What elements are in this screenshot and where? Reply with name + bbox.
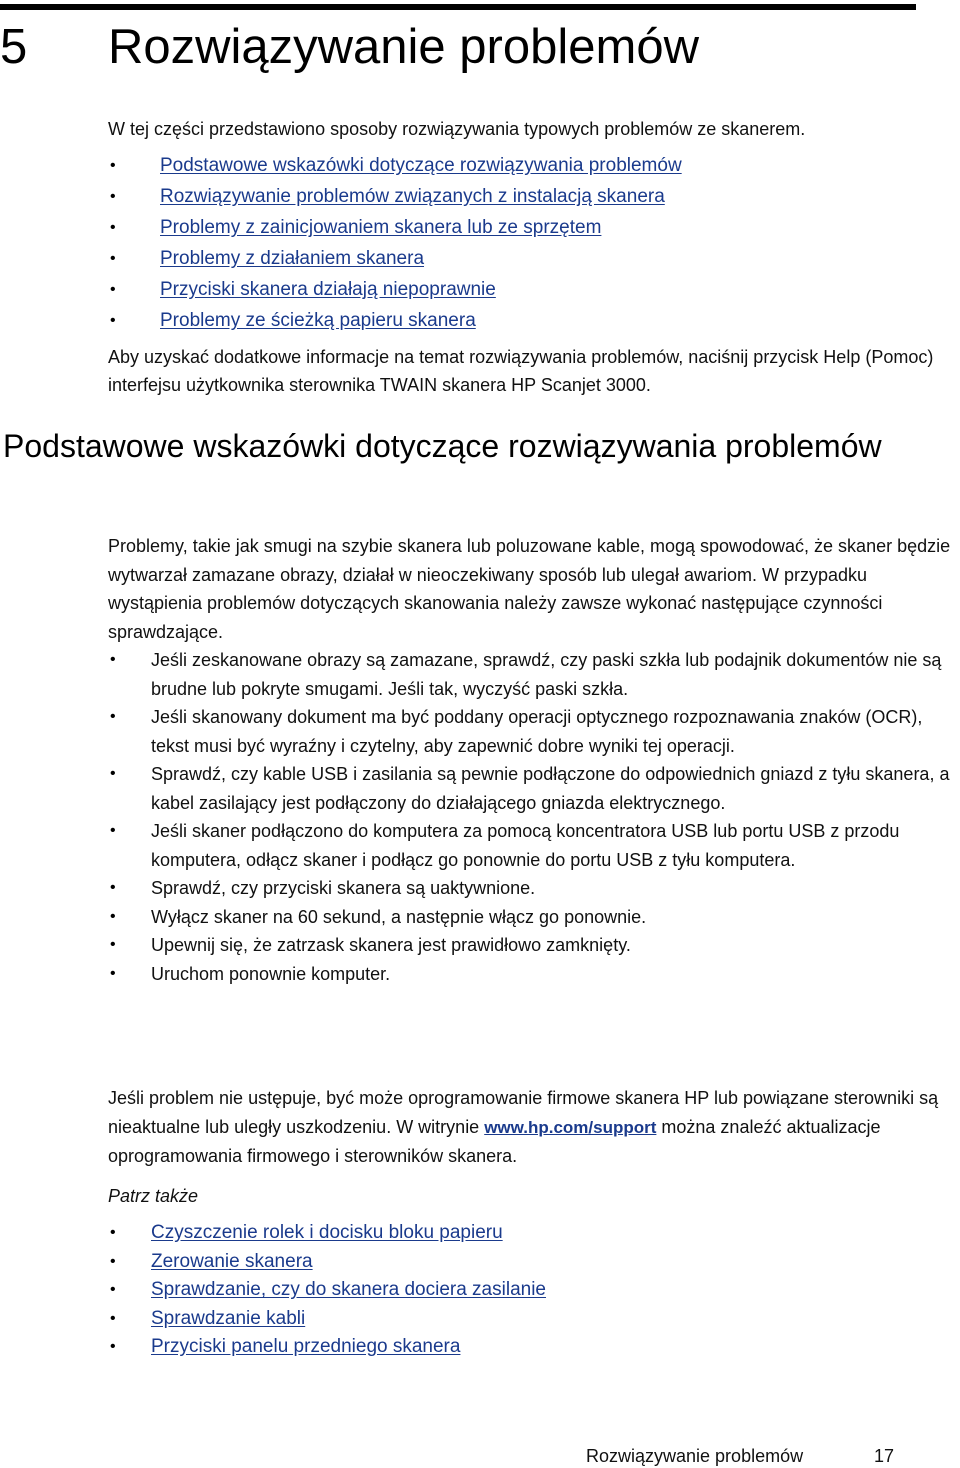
toc-item: [108, 183, 848, 214]
bullet-icon: •: [110, 964, 116, 982]
see-also-item: [108, 1248, 808, 1277]
see-also-link-front-panel[interactable]: Przyciski panelu przedniego skanera: [151, 1336, 461, 1357]
toc-item: [108, 276, 848, 307]
bullet-icon: •: [110, 907, 116, 925]
firmware-paragraph: [108, 1084, 958, 1171]
check-text: Wyłącz skaner na 60 sekund, a następnie włącz go ponownie.: [151, 906, 647, 927]
check-text: Jeśli skaner podłączono do komputera za pomocą koncentratora USB lub portu USB z przodu komputera, odłącz skaner i podłącz go ponownie do portu USB z tyłu komputera.: [151, 821, 900, 870]
bullet-icon: •: [110, 1252, 116, 1270]
bullet-icon: •: [110, 219, 116, 236]
bullet-icon: •: [110, 250, 116, 267]
see-also-list: [108, 1219, 808, 1362]
check-list: [108, 646, 953, 988]
see-also-item: [108, 1219, 808, 1248]
toc-item: [108, 152, 848, 183]
chapter-intro: W tej części przedstawiono sposoby rozwiązywania typowych problemów ze skanerem.: [108, 119, 806, 139]
help-note: Aby uzyskać dodatkowe informacje na temat rozwiązywania problemów, naciśnij przycisk Help (Pomoc) interfejsu użytkownika sterownika TWAIN skanera HP Scanjet 3000.: [108, 347, 934, 395]
top-rule: [0, 4, 916, 10]
check-text: Sprawdź, czy przyciski skanera są uaktywnione.: [151, 878, 536, 898]
bullet-icon: •: [110, 312, 116, 329]
chapter-number: 5: [0, 20, 28, 74]
firmware-text-before: Jeśli problem nie ustępuje, być może oprogramowanie firmowe skanera HP lub powiązane sterowniki są nieaktualne lub uległy uszkodzeniu. W witrynie: [108, 1088, 939, 1137]
toc-item: [108, 214, 848, 245]
toc-link-paper-path[interactable]: Problemy ze ścieżką papieru skanera: [160, 310, 476, 331]
chapter-title: Rozwiązywanie problemów: [108, 20, 699, 74]
bullet-icon: •: [110, 822, 116, 839]
toc-link-buttons[interactable]: Przyciski skanera działają niepoprawnie: [160, 279, 496, 300]
section-heading: Podstawowe wskazówki dotyczące rozwiązywania problemów: [3, 428, 882, 464]
bullet-icon: •: [110, 1309, 116, 1327]
check-text: Upewnij się, że zatrzask skanera jest prawidłowo zamknięty.: [151, 935, 631, 955]
check-item: [108, 960, 953, 989]
check-text: Jeśli zeskanowane obrazy są zamazane, sprawdź, czy paski szkła lub podajnik dokumentów nie są brudne lub pokryte smugami. Jeśli tak, wyczyść paski szkła.: [151, 650, 942, 699]
see-also-link-clean-rollers[interactable]: Czyszczenie rolek i docisku bloku papieru: [151, 1222, 503, 1243]
bullet-icon: •: [110, 879, 116, 896]
toc-link-installation[interactable]: Rozwiązywanie problemów związanych z instalacją skanera: [160, 186, 665, 207]
check-item: [108, 874, 953, 903]
bullet-icon: •: [110, 765, 116, 782]
toc-item: [108, 307, 848, 338]
bullet-icon: •: [110, 1338, 116, 1355]
check-item: [108, 703, 953, 760]
check-item: [108, 931, 953, 960]
check-text: Jeśli skanowany dokument ma być poddany operacji optycznego rozpoznawania znaków (OCR), tekst musi być wyraźny i czytelny, aby zapewnić dobre wyniki tej operacji.: [151, 707, 923, 756]
check-text: Uruchom ponownie komputer.: [151, 963, 391, 984]
see-also-link-power[interactable]: Sprawdzanie, czy do skanera dociera zasilanie: [151, 1279, 546, 1300]
see-also-link-cables[interactable]: Sprawdzanie kabli: [151, 1307, 306, 1329]
toc-link-basic-tips[interactable]: Podstawowe wskazówki dotyczące rozwiązywania problemów: [160, 155, 682, 176]
toc-item: [108, 245, 848, 276]
check-text: Sprawdź, czy kable USB i zasilania są pewnie podłączone do odpowiednich gniazd z tyłu skanera, a kabel zasilający jest podłączony do działającego gniazda elektrycznego.: [151, 764, 950, 813]
see-also-item: [108, 1276, 808, 1305]
check-item: [108, 760, 953, 817]
see-also-label: Patrz także: [108, 1186, 199, 1206]
see-also-link-reset[interactable]: Zerowanie skanera: [151, 1250, 313, 1272]
see-also-item: [108, 1305, 808, 1334]
see-also-item: [108, 1333, 808, 1362]
bullet-icon: •: [110, 1281, 116, 1298]
toc-link-initialization[interactable]: Problemy z zainicjowaniem skanera lub ze sprzętem: [160, 217, 602, 238]
chapter-toc: [108, 152, 848, 338]
chapter-heading: [0, 16, 699, 78]
bullet-icon: •: [110, 1224, 116, 1241]
check-item: [108, 817, 953, 874]
footer-page-number: 17: [874, 1446, 895, 1466]
check-item: [108, 646, 953, 703]
bullet-icon: •: [110, 188, 116, 205]
bullet-icon: •: [110, 651, 116, 668]
hp-support-link[interactable]: www.hp.com/support: [484, 1117, 657, 1137]
bullet-icon: •: [110, 708, 116, 725]
section-intro: Problemy, takie jak smugi na szybie skanera lub poluzowane kable, mogą spowodować, że skaner będzie wytwarzał zamazane obrazy, działał w nieoczekiwany sposób lub ulegał awariom. W przypadku wystąpienia problemów dotyczących skanowania należy zawsze wykonać następujące czynności sprawdzające.: [108, 536, 951, 642]
footer-chapter-title: Rozwiązywanie problemów: [586, 1446, 804, 1466]
bullet-icon: •: [110, 281, 116, 298]
toc-link-operation[interactable]: Problemy z działaniem skanera: [160, 248, 425, 269]
bullet-icon: •: [110, 936, 116, 953]
bullet-icon: •: [110, 157, 116, 174]
check-item: [108, 903, 953, 932]
firmware-text-after: można znaleźć aktualizacje oprogramowania firmowego i sterowników skanera.: [108, 1116, 881, 1166]
